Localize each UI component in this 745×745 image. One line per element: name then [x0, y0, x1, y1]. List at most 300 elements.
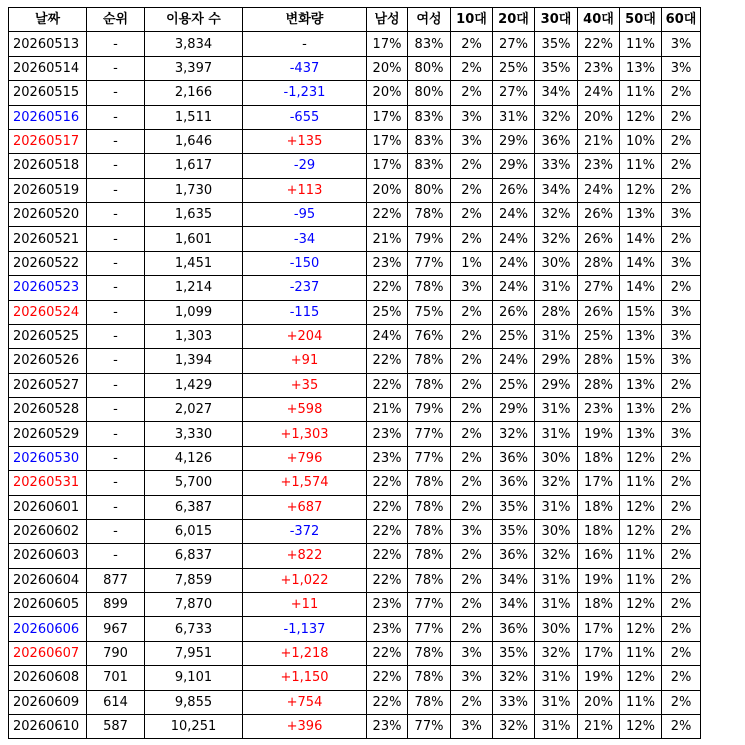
table-row: [9, 446, 701, 470]
cell-rank: 899: [87, 593, 145, 617]
cell-age-30s: 30%: [535, 251, 578, 275]
cell-age-20s: 35%: [493, 519, 535, 543]
cell-date: 20260519: [9, 178, 87, 202]
cell-age-50s: 10%: [620, 129, 662, 153]
cell-change: -237: [243, 276, 367, 300]
cell-age-50s: 12%: [620, 105, 662, 129]
cell-change: -372: [243, 519, 367, 543]
table-row: [9, 276, 701, 300]
cell-date: 20260606: [9, 617, 87, 641]
cell-date: 20260602: [9, 519, 87, 543]
cell-change: -34: [243, 227, 367, 251]
cell-age-20s: 26%: [493, 300, 535, 324]
cell-users: 6,015: [145, 519, 243, 543]
cell-age-50s: 13%: [620, 324, 662, 348]
cell-rank: -: [87, 56, 145, 80]
cell-male: 22%: [367, 276, 408, 300]
cell-age-20s: 36%: [493, 446, 535, 470]
cell-age-60s: 3%: [662, 324, 701, 348]
cell-age-20s: 34%: [493, 568, 535, 592]
cell-age-10s: 2%: [451, 32, 493, 56]
cell-age-30s: 31%: [535, 714, 578, 738]
cell-date: 20260525: [9, 324, 87, 348]
cell-age-20s: 31%: [493, 105, 535, 129]
cell-users: 1,099: [145, 300, 243, 324]
cell-age-50s: 11%: [620, 81, 662, 105]
cell-rank: -: [87, 373, 145, 397]
header-male: 남성: [367, 8, 408, 32]
cell-male: 22%: [367, 641, 408, 665]
cell-age-10s: 1%: [451, 251, 493, 275]
cell-age-20s: 35%: [493, 495, 535, 519]
cell-age-20s: 26%: [493, 178, 535, 202]
header-female: 여성: [408, 8, 451, 32]
cell-age-60s: 2%: [662, 519, 701, 543]
cell-age-50s: 12%: [620, 446, 662, 470]
cell-age-60s: 2%: [662, 641, 701, 665]
cell-age-60s: 2%: [662, 373, 701, 397]
cell-rank: -: [87, 349, 145, 373]
cell-age-30s: 31%: [535, 324, 578, 348]
cell-age-50s: 13%: [620, 422, 662, 446]
cell-male: 22%: [367, 373, 408, 397]
cell-age-30s: 30%: [535, 446, 578, 470]
cell-age-10s: 2%: [451, 203, 493, 227]
cell-rank: -: [87, 178, 145, 202]
cell-age-30s: 30%: [535, 519, 578, 543]
cell-male: 22%: [367, 519, 408, 543]
stats-table-container: [8, 7, 701, 739]
cell-age-50s: 11%: [620, 32, 662, 56]
daily-user-stats-table: [8, 7, 701, 739]
header-age-50s: 50대: [620, 8, 662, 32]
cell-male: 23%: [367, 446, 408, 470]
cell-age-30s: 32%: [535, 227, 578, 251]
cell-users: 6,733: [145, 617, 243, 641]
cell-age-40s: 21%: [578, 714, 620, 738]
cell-users: 7,951: [145, 641, 243, 665]
table-row: [9, 617, 701, 641]
cell-male: 23%: [367, 593, 408, 617]
cell-age-40s: 18%: [578, 495, 620, 519]
cell-users: 1,601: [145, 227, 243, 251]
cell-age-30s: 32%: [535, 641, 578, 665]
cell-female: 78%: [408, 373, 451, 397]
cell-age-20s: 24%: [493, 203, 535, 227]
table-row: [9, 81, 701, 105]
cell-rank: 614: [87, 690, 145, 714]
cell-date: 20260605: [9, 593, 87, 617]
cell-change: +35: [243, 373, 367, 397]
cell-age-50s: 12%: [620, 178, 662, 202]
cell-users: 1,451: [145, 251, 243, 275]
cell-age-10s: 2%: [451, 568, 493, 592]
cell-age-40s: 17%: [578, 641, 620, 665]
cell-age-20s: 36%: [493, 471, 535, 495]
cell-age-10s: 2%: [451, 495, 493, 519]
cell-age-60s: 2%: [662, 495, 701, 519]
cell-age-30s: 32%: [535, 544, 578, 568]
table-row: [9, 105, 701, 129]
cell-change: +796: [243, 446, 367, 470]
table-row: [9, 666, 701, 690]
cell-rank: -: [87, 422, 145, 446]
cell-date: 20260518: [9, 154, 87, 178]
cell-change: -115: [243, 300, 367, 324]
cell-age-20s: 29%: [493, 398, 535, 422]
cell-users: 9,855: [145, 690, 243, 714]
cell-age-50s: 13%: [620, 203, 662, 227]
cell-male: 23%: [367, 422, 408, 446]
cell-rank: -: [87, 495, 145, 519]
cell-users: 1,730: [145, 178, 243, 202]
cell-rank: -: [87, 251, 145, 275]
cell-male: 22%: [367, 471, 408, 495]
cell-users: 3,834: [145, 32, 243, 56]
cell-change: +1,303: [243, 422, 367, 446]
cell-age-30s: 35%: [535, 32, 578, 56]
header-age-10s: 10대: [451, 8, 493, 32]
cell-age-40s: 19%: [578, 422, 620, 446]
table-row: [9, 519, 701, 543]
cell-age-40s: 28%: [578, 251, 620, 275]
cell-age-40s: 25%: [578, 324, 620, 348]
cell-age-40s: 20%: [578, 690, 620, 714]
cell-female: 77%: [408, 617, 451, 641]
cell-male: 22%: [367, 495, 408, 519]
cell-female: 77%: [408, 446, 451, 470]
cell-users: 2,027: [145, 398, 243, 422]
cell-rank: -: [87, 544, 145, 568]
cell-date: 20260514: [9, 56, 87, 80]
cell-age-40s: 18%: [578, 593, 620, 617]
cell-change: -29: [243, 154, 367, 178]
cell-age-50s: 11%: [620, 154, 662, 178]
cell-age-50s: 11%: [620, 471, 662, 495]
cell-male: 21%: [367, 398, 408, 422]
cell-age-50s: 14%: [620, 251, 662, 275]
cell-users: 10,251: [145, 714, 243, 738]
cell-age-30s: 28%: [535, 300, 578, 324]
cell-change: +91: [243, 349, 367, 373]
header-age-20s: 20대: [493, 8, 535, 32]
cell-age-20s: 24%: [493, 349, 535, 373]
cell-rank: 701: [87, 666, 145, 690]
cell-female: 80%: [408, 56, 451, 80]
cell-change: +113: [243, 178, 367, 202]
cell-age-30s: 31%: [535, 276, 578, 300]
cell-age-40s: 27%: [578, 276, 620, 300]
cell-rank: -: [87, 227, 145, 251]
cell-age-60s: 2%: [662, 227, 701, 251]
cell-age-50s: 13%: [620, 398, 662, 422]
cell-rank: -: [87, 32, 145, 56]
header-users: 이용자 수: [145, 8, 243, 32]
cell-female: 83%: [408, 154, 451, 178]
cell-age-20s: 32%: [493, 666, 535, 690]
table-row: [9, 593, 701, 617]
cell-users: 6,837: [145, 544, 243, 568]
cell-male: 23%: [367, 251, 408, 275]
header-age-60s: 60대: [662, 8, 701, 32]
cell-date: 20260601: [9, 495, 87, 519]
cell-age-30s: 34%: [535, 81, 578, 105]
cell-rank: -: [87, 276, 145, 300]
cell-age-20s: 29%: [493, 129, 535, 153]
cell-date: 20260515: [9, 81, 87, 105]
cell-female: 78%: [408, 203, 451, 227]
cell-age-50s: 13%: [620, 56, 662, 80]
cell-age-10s: 2%: [451, 178, 493, 202]
cell-age-60s: 3%: [662, 300, 701, 324]
cell-date: 20260516: [9, 105, 87, 129]
cell-users: 7,859: [145, 568, 243, 592]
cell-male: 23%: [367, 617, 408, 641]
cell-male: 17%: [367, 32, 408, 56]
cell-change: +135: [243, 129, 367, 153]
cell-male: 25%: [367, 300, 408, 324]
cell-age-40s: 28%: [578, 373, 620, 397]
cell-age-10s: 2%: [451, 324, 493, 348]
cell-female: 78%: [408, 519, 451, 543]
cell-male: 22%: [367, 544, 408, 568]
cell-age-40s: 17%: [578, 617, 620, 641]
cell-date: 20260517: [9, 129, 87, 153]
cell-rank: -: [87, 300, 145, 324]
cell-rank: -: [87, 398, 145, 422]
cell-date: 20260604: [9, 568, 87, 592]
cell-age-10s: 3%: [451, 666, 493, 690]
cell-age-60s: 2%: [662, 398, 701, 422]
cell-age-40s: 18%: [578, 519, 620, 543]
cell-age-10s: 2%: [451, 56, 493, 80]
cell-date: 20260524: [9, 300, 87, 324]
cell-age-60s: 2%: [662, 105, 701, 129]
table-row: [9, 690, 701, 714]
cell-age-50s: 13%: [620, 373, 662, 397]
cell-age-10s: 2%: [451, 227, 493, 251]
cell-age-50s: 15%: [620, 349, 662, 373]
cell-female: 78%: [408, 495, 451, 519]
table-row: [9, 495, 701, 519]
cell-female: 80%: [408, 81, 451, 105]
cell-age-10s: 3%: [451, 714, 493, 738]
cell-rank: -: [87, 324, 145, 348]
cell-rank: 790: [87, 641, 145, 665]
cell-age-60s: 2%: [662, 568, 701, 592]
cell-change: -95: [243, 203, 367, 227]
cell-age-30s: 29%: [535, 349, 578, 373]
cell-age-10s: 3%: [451, 519, 493, 543]
cell-age-50s: 14%: [620, 276, 662, 300]
cell-age-20s: 25%: [493, 324, 535, 348]
cell-date: 20260530: [9, 446, 87, 470]
cell-users: 3,330: [145, 422, 243, 446]
cell-age-60s: 3%: [662, 349, 701, 373]
cell-date: 20260527: [9, 373, 87, 397]
header-change: 변화량: [243, 8, 367, 32]
cell-female: 78%: [408, 568, 451, 592]
cell-date: 20260529: [9, 422, 87, 446]
cell-female: 78%: [408, 349, 451, 373]
cell-age-20s: 24%: [493, 251, 535, 275]
cell-age-30s: 31%: [535, 422, 578, 446]
cell-male: 17%: [367, 129, 408, 153]
cell-date: 20260603: [9, 544, 87, 568]
cell-age-30s: 31%: [535, 398, 578, 422]
cell-change: +1,022: [243, 568, 367, 592]
cell-female: 78%: [408, 471, 451, 495]
table-row: [9, 178, 701, 202]
cell-male: 17%: [367, 105, 408, 129]
cell-male: 21%: [367, 227, 408, 251]
cell-age-60s: 2%: [662, 276, 701, 300]
cell-users: 1,429: [145, 373, 243, 397]
cell-age-50s: 15%: [620, 300, 662, 324]
cell-age-60s: 3%: [662, 32, 701, 56]
cell-age-10s: 2%: [451, 471, 493, 495]
cell-age-10s: 2%: [451, 398, 493, 422]
cell-age-20s: 32%: [493, 714, 535, 738]
table-row: [9, 373, 701, 397]
table-row: [9, 544, 701, 568]
cell-age-10s: 2%: [451, 690, 493, 714]
cell-male: 24%: [367, 324, 408, 348]
cell-age-20s: 25%: [493, 373, 535, 397]
cell-age-40s: 26%: [578, 300, 620, 324]
cell-female: 77%: [408, 714, 451, 738]
cell-change: -437: [243, 56, 367, 80]
cell-age-10s: 2%: [451, 422, 493, 446]
cell-age-60s: 2%: [662, 617, 701, 641]
cell-female: 79%: [408, 227, 451, 251]
cell-users: 6,387: [145, 495, 243, 519]
cell-female: 77%: [408, 251, 451, 275]
cell-age-60s: 2%: [662, 178, 701, 202]
cell-rank: -: [87, 446, 145, 470]
cell-change: -150: [243, 251, 367, 275]
cell-age-40s: 24%: [578, 178, 620, 202]
cell-users: 4,126: [145, 446, 243, 470]
cell-age-10s: 2%: [451, 544, 493, 568]
cell-change: -655: [243, 105, 367, 129]
cell-date: 20260523: [9, 276, 87, 300]
cell-female: 78%: [408, 641, 451, 665]
cell-age-40s: 21%: [578, 129, 620, 153]
cell-age-40s: 26%: [578, 203, 620, 227]
cell-age-40s: 16%: [578, 544, 620, 568]
cell-female: 78%: [408, 666, 451, 690]
cell-male: 20%: [367, 178, 408, 202]
table-row: [9, 300, 701, 324]
cell-age-10s: 2%: [451, 349, 493, 373]
cell-age-30s: 31%: [535, 568, 578, 592]
header-date: 날짜: [9, 8, 87, 32]
cell-rank: -: [87, 105, 145, 129]
cell-female: 77%: [408, 422, 451, 446]
cell-male: 22%: [367, 203, 408, 227]
cell-age-10s: 2%: [451, 446, 493, 470]
table-row: [9, 714, 701, 738]
cell-age-10s: 2%: [451, 617, 493, 641]
cell-female: 76%: [408, 324, 451, 348]
cell-age-60s: 3%: [662, 422, 701, 446]
cell-male: 17%: [367, 154, 408, 178]
table-row: [9, 324, 701, 348]
cell-female: 78%: [408, 276, 451, 300]
cell-date: 20260513: [9, 32, 87, 56]
cell-age-50s: 12%: [620, 714, 662, 738]
cell-age-10s: 3%: [451, 105, 493, 129]
cell-age-30s: 32%: [535, 471, 578, 495]
cell-age-60s: 2%: [662, 690, 701, 714]
cell-male: 22%: [367, 349, 408, 373]
table-row: [9, 154, 701, 178]
cell-age-50s: 12%: [620, 519, 662, 543]
cell-age-40s: 24%: [578, 81, 620, 105]
cell-age-40s: 17%: [578, 471, 620, 495]
cell-age-50s: 14%: [620, 227, 662, 251]
cell-age-40s: 23%: [578, 398, 620, 422]
table-row: [9, 471, 701, 495]
cell-age-60s: 2%: [662, 593, 701, 617]
cell-female: 83%: [408, 129, 451, 153]
cell-rank: -: [87, 519, 145, 543]
cell-users: 1,617: [145, 154, 243, 178]
cell-age-50s: 11%: [620, 544, 662, 568]
cell-age-20s: 24%: [493, 227, 535, 251]
table-row: [9, 641, 701, 665]
cell-rank: -: [87, 129, 145, 153]
cell-age-20s: 29%: [493, 154, 535, 178]
cell-date: 20260528: [9, 398, 87, 422]
header-rank: 순위: [87, 8, 145, 32]
cell-age-60s: 2%: [662, 714, 701, 738]
cell-age-60s: 2%: [662, 446, 701, 470]
cell-age-60s: 3%: [662, 203, 701, 227]
cell-change: +1,574: [243, 471, 367, 495]
table-row: [9, 129, 701, 153]
cell-date: 20260610: [9, 714, 87, 738]
cell-male: 20%: [367, 56, 408, 80]
cell-rank: 877: [87, 568, 145, 592]
cell-female: 77%: [408, 593, 451, 617]
cell-date: 20260608: [9, 666, 87, 690]
cell-female: 75%: [408, 300, 451, 324]
cell-age-60s: 2%: [662, 666, 701, 690]
cell-male: 22%: [367, 666, 408, 690]
cell-change: +396: [243, 714, 367, 738]
header-age-40s: 40대: [578, 8, 620, 32]
cell-users: 1,394: [145, 349, 243, 373]
cell-age-10s: 3%: [451, 641, 493, 665]
cell-age-40s: 20%: [578, 105, 620, 129]
cell-date: 20260522: [9, 251, 87, 275]
cell-age-20s: 34%: [493, 593, 535, 617]
cell-users: 2,166: [145, 81, 243, 105]
cell-age-10s: 2%: [451, 154, 493, 178]
cell-age-10s: 2%: [451, 300, 493, 324]
table-row: [9, 568, 701, 592]
cell-female: 80%: [408, 178, 451, 202]
cell-age-50s: 11%: [620, 641, 662, 665]
cell-age-30s: 31%: [535, 690, 578, 714]
cell-age-20s: 36%: [493, 544, 535, 568]
cell-age-10s: 2%: [451, 593, 493, 617]
cell-female: 78%: [408, 690, 451, 714]
cell-users: 1,635: [145, 203, 243, 227]
cell-change: +11: [243, 593, 367, 617]
